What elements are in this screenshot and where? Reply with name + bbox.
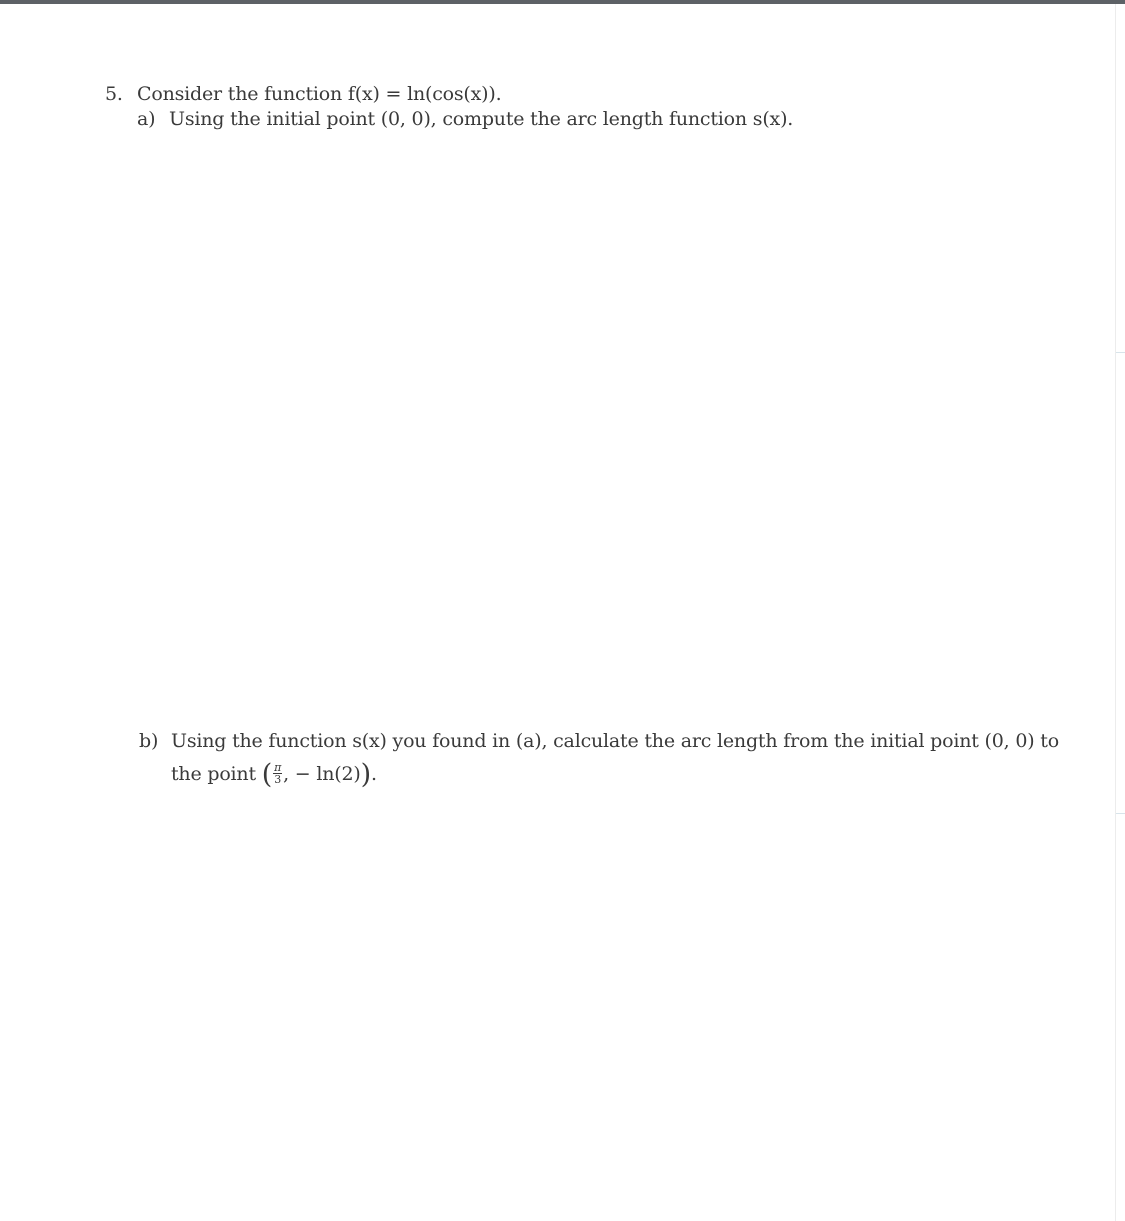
part-a-label: a) bbox=[137, 108, 156, 130]
part-b bbox=[139, 729, 1059, 753]
part-b-line2 bbox=[171, 759, 377, 790]
edge-tick bbox=[1116, 352, 1125, 353]
fraction-numerator: π bbox=[274, 760, 282, 774]
problem-statement bbox=[105, 82, 501, 106]
function-expression: f(x) = ln(cos(x)). bbox=[347, 83, 502, 105]
page-right-edge bbox=[1115, 4, 1116, 1221]
top-border bbox=[0, 0, 1125, 4]
fraction-denominator: 3 bbox=[274, 772, 282, 786]
open-paren: ( bbox=[261, 759, 273, 790]
part-b-point-rest: , − ln(2) bbox=[283, 763, 361, 785]
edge-tick bbox=[1116, 813, 1125, 814]
pi-over-3-fraction bbox=[273, 762, 282, 785]
part-a-text: Using the initial point (0, 0), compute the arc length function s(x). bbox=[169, 108, 794, 130]
part-b-end: . bbox=[370, 763, 377, 785]
close-paren: ) bbox=[360, 759, 371, 790]
part-b-text-line1: Using the function s(x) you found in (a), calculate the arc length from the initial point (0, 0) to bbox=[171, 730, 1059, 752]
part-b-label: b) bbox=[139, 730, 159, 752]
problem-number: 5. bbox=[105, 83, 123, 105]
part-a bbox=[137, 107, 793, 131]
problem-intro: Consider the function bbox=[137, 83, 348, 105]
part-b-prefix: the point bbox=[171, 763, 262, 785]
